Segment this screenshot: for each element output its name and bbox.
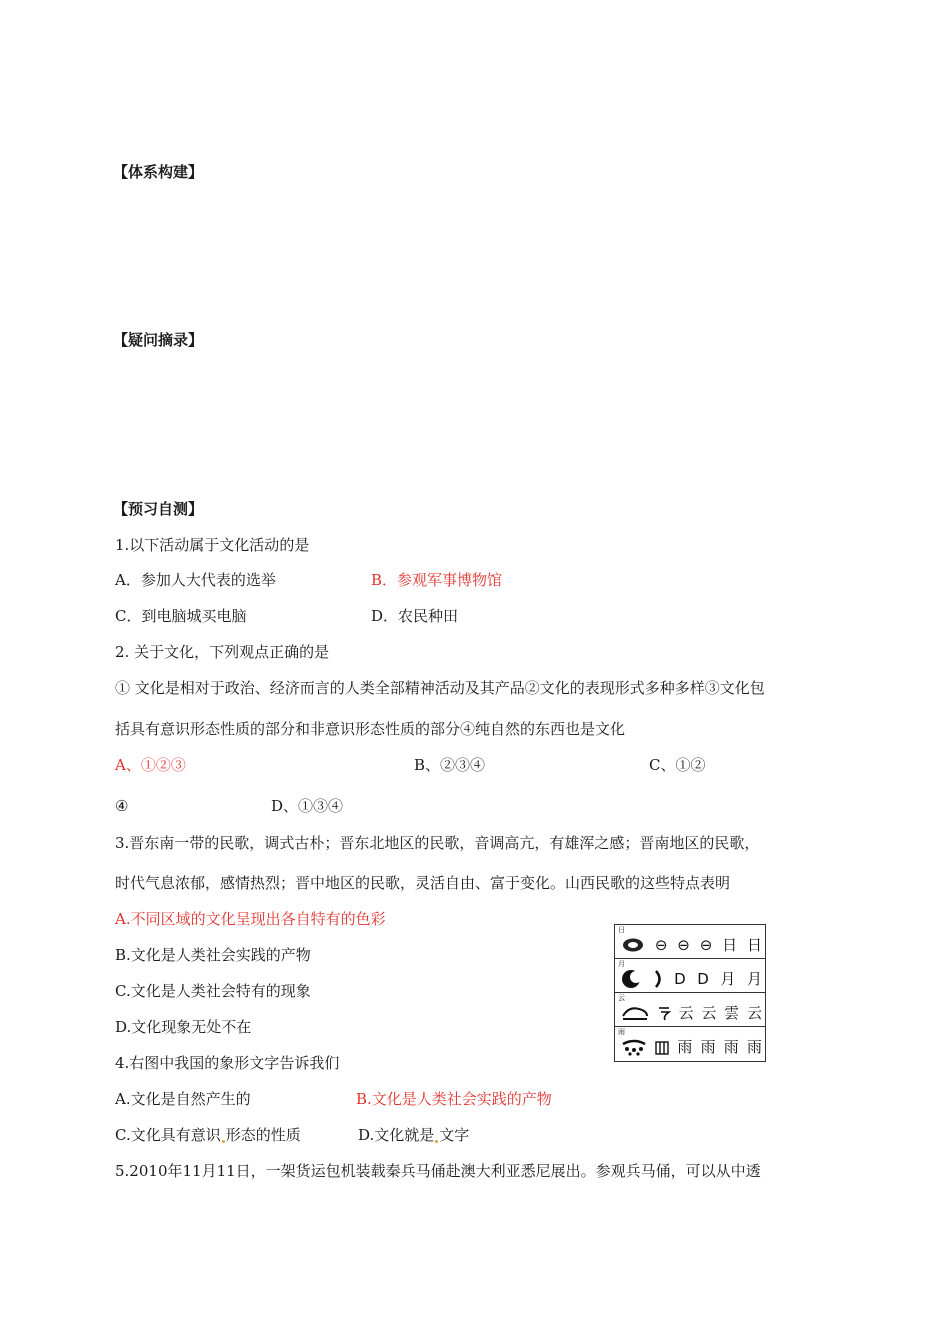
question-2-option-c-continued: ④ (115, 797, 129, 815)
question-1-option-a: A．参加人大代表的选举 (115, 571, 276, 589)
glyph: 雨 (677, 1038, 693, 1056)
glyph: 日 (722, 936, 738, 954)
moon-pictograph-icon (621, 969, 641, 989)
glyph: 云 (678, 1004, 694, 1022)
section-header-questions-log: 【疑问摘录】 (113, 331, 204, 349)
glyph: 云 (746, 1004, 762, 1022)
ink-dot-icon (435, 1140, 438, 1143)
question-3-option-a: A.不同区域的文化呈现出各自特有的色彩 (115, 910, 386, 928)
glyph: ⊖ (654, 936, 668, 954)
pictograph-evolution-chart (614, 924, 766, 1062)
glyph: ⊖ (699, 936, 713, 954)
question-3-option-d: D.文化现象无处不在 (115, 1018, 252, 1036)
rain-pictograph-icon (621, 1038, 647, 1056)
question-4-option-c (115, 1125, 301, 1145)
ink-dot-icon (222, 1140, 225, 1143)
glyph-row-label: 云 (618, 994, 625, 1002)
cloud-glyph-icon (657, 1004, 671, 1022)
question-1-option-c: C．到电脑城买电脑 (115, 607, 247, 625)
question-4-stem: 4.右图中我国的象形文字告诉我们 (115, 1054, 340, 1072)
question-2-option-b: B、②③④ (414, 756, 486, 774)
glyph-row-moon (615, 959, 765, 993)
section-header-self-test: 【预习自测】 (113, 500, 204, 518)
question-1-option-b: B．参观军事博物馆 (371, 571, 503, 589)
question-4-option-d-part-1: D.文化就是 (358, 1126, 435, 1144)
glyph: 雨 (723, 1038, 739, 1056)
glyph-row-rain (615, 1027, 765, 1061)
rain-glyph-icon (655, 1038, 669, 1056)
glyph: D (674, 970, 686, 988)
glyph: 月 (720, 970, 736, 988)
glyph-row-label: 雨 (618, 1028, 625, 1036)
question-3-stem-line-1: 3.晋东南一带的民歌，调式古朴；晋东北地区的民歌，音调高亢，有雄浑之感；晋南地区的民歌， (115, 834, 760, 852)
question-3-stem-line-2: 时代气息浓郁，感情热烈；晋中地区的民歌，灵活自由、富于变化。山西民歌的这些特点表明 (115, 874, 731, 892)
question-4-option-d-part-2: 文字 (439, 1126, 470, 1144)
question-4-option-c-part-1: C.文化具有意识 (115, 1126, 221, 1144)
question-2-option-c: C、①② (649, 756, 706, 774)
glyph-row-label: 日 (618, 926, 625, 934)
sun-pictograph-icon (621, 937, 645, 953)
section-header-system: 【体系构建】 (113, 163, 204, 181)
question-2-option-d: D、①③④ (271, 797, 344, 815)
question-5-stem-line-1: 5.2010年11月11日，一架货运包机装载秦兵马俑赴澳大利亚悉尼展出。参观兵马俑，可以从中透 (115, 1162, 761, 1180)
glyph-row-label: 月 (618, 960, 625, 968)
glyph: ⊖ (677, 936, 690, 954)
glyph-row-cloud (615, 993, 765, 1027)
question-3-option-c: C.文化是人类社会特有的现象 (115, 982, 311, 1000)
glyph: 雲 (724, 1004, 740, 1022)
glyph: 月 (746, 970, 762, 988)
glyph: 雨 (746, 1038, 762, 1056)
question-4-option-d (358, 1125, 469, 1145)
glyph: D (697, 970, 709, 988)
question-4-option-a: A.文化是自然产生的 (115, 1090, 251, 1108)
question-2-stem: 2. 关于文化，下列观点正确的是 (115, 643, 330, 661)
question-2-statement-line-1: ① 文化是相对于政治、经济而言的人类全部精神活动及其产品②文化的表现形式多种多样③文化包 (115, 679, 765, 697)
question-2-statement-line-2: 括具有意识形态性质的部分和非意识形态性质的部分④纯自然的东西也是文化 (115, 720, 626, 738)
glyph: 雨 (700, 1038, 716, 1056)
question-3-option-b: B.文化是人类社会实践的产物 (115, 946, 311, 964)
question-4-option-c-part-2: 形态的性质 (225, 1126, 301, 1144)
glyph-row-sun (615, 925, 765, 959)
cloud-pictograph-icon (621, 1004, 649, 1022)
question-2-option-a: A、①②③ (115, 756, 186, 774)
crescent-glyph-icon (653, 969, 663, 989)
question-1-option-d: D．农民种田 (371, 607, 459, 625)
glyph: 云 (701, 1004, 717, 1022)
question-1-stem: 1.以下活动属于文化活动的是 (115, 536, 310, 554)
question-4-option-b: B.文化是人类社会实践的产物 (356, 1090, 552, 1108)
glyph: 日 (746, 936, 762, 954)
